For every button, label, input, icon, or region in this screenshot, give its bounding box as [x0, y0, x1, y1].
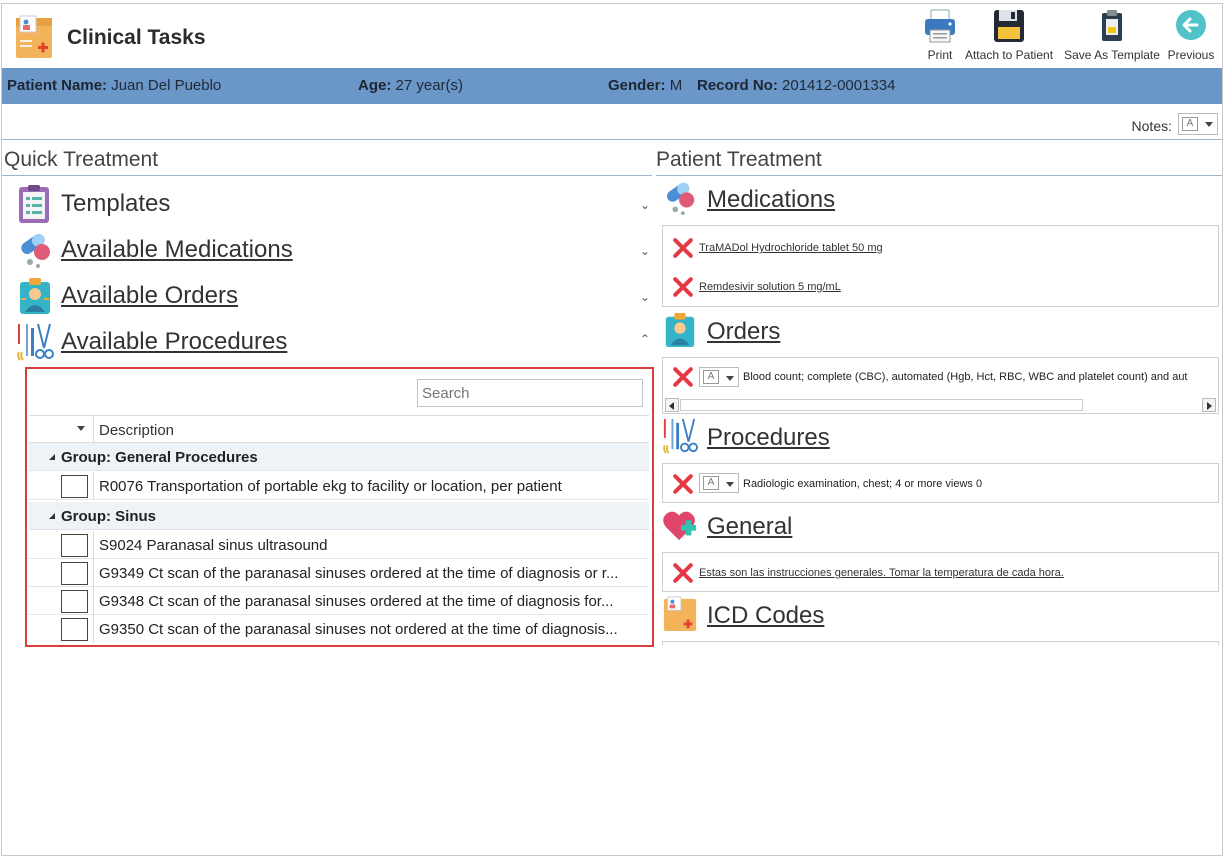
column-separator [93, 615, 94, 643]
column-separator [93, 531, 94, 559]
printer-icon [923, 8, 957, 44]
table-row[interactable] [29, 472, 649, 500]
table-row[interactable] [29, 531, 649, 559]
patient-info-bar [2, 68, 1222, 104]
row-checkbox[interactable] [61, 590, 88, 613]
procedures-grid-panel [25, 367, 654, 647]
row-description: G9349 Ct scan of the paranasal sinuses ordered at the time of diagnosis or r... [99, 565, 619, 582]
notes-label: Notes: [1131, 118, 1172, 134]
procedure-note-dropdown[interactable] [699, 473, 739, 493]
accordion-available-orders[interactable] [16, 274, 656, 316]
accordion-available-orders-label: Available Orders [61, 282, 238, 309]
patient-gender [608, 77, 682, 94]
patient-treatment-title: Patient Treatment [656, 148, 822, 171]
doctor-badge-icon [16, 276, 54, 316]
text-format-icon: A [703, 370, 719, 384]
group-row-sinus[interactable] [29, 502, 649, 530]
accordion-available-procedures-label: Available Procedures [61, 328, 288, 355]
patient-record [697, 77, 895, 94]
row-description: S9024 Paranasal sinus ultrasound [99, 537, 328, 554]
row-description: R0076 Transportation of portable ekg to facility or location, per patient [99, 478, 562, 495]
save-as-template-button[interactable] [1060, 8, 1164, 62]
patient-gender-value: M [669, 77, 683, 94]
scroll-right-button[interactable] [1202, 398, 1216, 412]
chevron-up-icon[interactable]: ⌃ [639, 332, 650, 346]
group-row-general-procedures[interactable] [29, 443, 649, 471]
chevron-down-icon[interactable]: ⌄ [639, 198, 650, 212]
template-label: Save As Template [1064, 48, 1160, 62]
row-checkbox[interactable] [61, 618, 88, 641]
general-item[interactable]: Estas son las instrucciones generales. Tomar la temperatura de cada hora. [699, 567, 1064, 579]
horizontal-scrollbar[interactable] [665, 398, 1216, 412]
orders-section-header[interactable] [662, 311, 1222, 351]
patient-name-value: Juan Del Pueblo [111, 77, 222, 94]
table-row[interactable] [29, 615, 649, 643]
attach-label: Attach to Patient [964, 48, 1054, 62]
group-label: Group: General Procedures [61, 449, 258, 466]
pills-icon [16, 230, 54, 270]
medication-item[interactable]: TraMADol Hydrochloride tablet 50 mg [699, 242, 883, 254]
medical-folder-icon [14, 14, 54, 60]
app-header [2, 4, 1222, 68]
medication-item[interactable]: Remdesivir solution 5 mg/mL [699, 281, 841, 293]
procedure-item: Radiologic examination, chest; 4 or more views 0 [743, 478, 983, 490]
column-separator [93, 416, 94, 444]
grid-header [29, 415, 649, 443]
general-section-header[interactable] [662, 506, 1222, 546]
medical-folder-icon [662, 595, 698, 633]
accordion-available-procedures[interactable] [16, 320, 656, 362]
column-separator [93, 559, 94, 587]
collapse-triangle-icon[interactable] [49, 513, 55, 519]
row-checkbox[interactable] [61, 534, 88, 557]
orders-label[interactable]: Orders [707, 318, 781, 345]
remove-x-icon[interactable] [672, 237, 694, 259]
print-button[interactable] [918, 8, 962, 62]
table-row[interactable] [29, 587, 649, 615]
group-label: Group: Sinus [61, 508, 156, 525]
row-description: G9348 Ct scan of the paranasal sinuses ordered at the time of diagnosis for... [99, 593, 614, 610]
chevron-down-icon [726, 482, 734, 487]
previous-button[interactable] [1164, 8, 1218, 62]
arrow-right-icon [1207, 402, 1212, 410]
patient-age-label: Age: [358, 77, 392, 94]
accordion-available-medications-label: Available Medications [61, 236, 293, 263]
previous-label: Previous [1167, 48, 1215, 62]
attach-to-patient-button[interactable] [961, 8, 1057, 62]
text-format-icon: A [703, 476, 719, 490]
quick-treatment-title: Quick Treatment [4, 148, 159, 171]
patient-gender-label: Gender: [608, 77, 666, 94]
table-row[interactable] [29, 559, 649, 587]
chevron-down-icon [726, 376, 734, 381]
column-separator [93, 472, 94, 500]
icd-codes-label[interactable]: ICD Codes [707, 602, 825, 629]
notes-dropdown[interactable] [1178, 113, 1218, 135]
order-item: Blood count; complete (CBC), automated (Hgb, Hct, RBC, WBC and platelet count) and aut [743, 371, 1188, 383]
patient-name-label: Patient Name: [7, 77, 108, 94]
text-format-icon: A [1182, 117, 1198, 131]
column-menu-icon[interactable] [77, 426, 85, 431]
patient-record-label: Record No: [697, 77, 778, 94]
clipboard-list-icon [16, 184, 54, 224]
surgical-tools-icon [16, 322, 54, 362]
procedures-list [662, 463, 1219, 503]
remove-x-icon[interactable] [672, 562, 694, 584]
notes-row [2, 108, 1222, 140]
patient-age-value: 27 year(s) [395, 77, 464, 94]
collapse-triangle-icon[interactable] [49, 454, 55, 460]
row-description: G9350 Ct scan of the paranasal sinuses not ordered at the time of diagnosis... [99, 621, 618, 638]
back-arrow-icon [1174, 8, 1208, 44]
procedures-search-input[interactable] [417, 379, 643, 407]
app-window [1, 3, 1223, 856]
accordion-templates-label: Templates [61, 190, 171, 217]
pills-icon [662, 179, 698, 217]
order-note-dropdown[interactable] [699, 367, 739, 387]
floppy-disk-icon [992, 8, 1026, 44]
remove-x-icon[interactable] [672, 366, 694, 388]
patient-age [358, 77, 463, 94]
procedures-label[interactable]: Procedures [707, 424, 830, 451]
icd-codes-section-header[interactable] [662, 595, 1222, 635]
remove-x-icon[interactable] [672, 276, 694, 298]
patient-record-value: 201412-0001334 [782, 77, 896, 94]
chevron-down-icon[interactable]: ⌄ [639, 244, 650, 258]
doctor-badge-icon [662, 311, 698, 349]
arrow-left-icon [669, 402, 674, 410]
chevron-down-icon[interactable]: ⌄ [639, 290, 650, 304]
quick-treatment-divider [2, 175, 652, 176]
medications-label[interactable]: Medications [707, 186, 836, 213]
icd-codes-list [662, 641, 1219, 645]
surgical-tools-icon [662, 417, 698, 455]
scroll-thumb[interactable] [680, 399, 1083, 411]
scroll-left-button[interactable] [665, 398, 679, 412]
patient-name [7, 77, 221, 94]
column-header-description[interactable]: Description [99, 422, 175, 439]
column-separator [93, 587, 94, 615]
remove-x-icon[interactable] [672, 473, 694, 495]
procedures-section-header[interactable] [662, 417, 1222, 457]
heart-plus-icon [662, 506, 698, 544]
print-label: Print [927, 48, 953, 62]
accordion-templates[interactable] [16, 182, 656, 224]
accordion-available-medications[interactable] [16, 228, 656, 270]
orders-list [662, 357, 1219, 414]
chevron-down-icon [1205, 122, 1213, 127]
clipboard-icon [1095, 8, 1129, 44]
medications-section-header[interactable] [662, 179, 1222, 219]
medications-list [662, 225, 1219, 307]
page-title: Clinical Tasks [67, 26, 206, 49]
general-label[interactable]: General [707, 513, 793, 540]
patient-treatment-divider [656, 175, 1222, 176]
row-checkbox[interactable] [61, 475, 88, 498]
row-checkbox[interactable] [61, 562, 88, 585]
general-list [662, 552, 1219, 592]
